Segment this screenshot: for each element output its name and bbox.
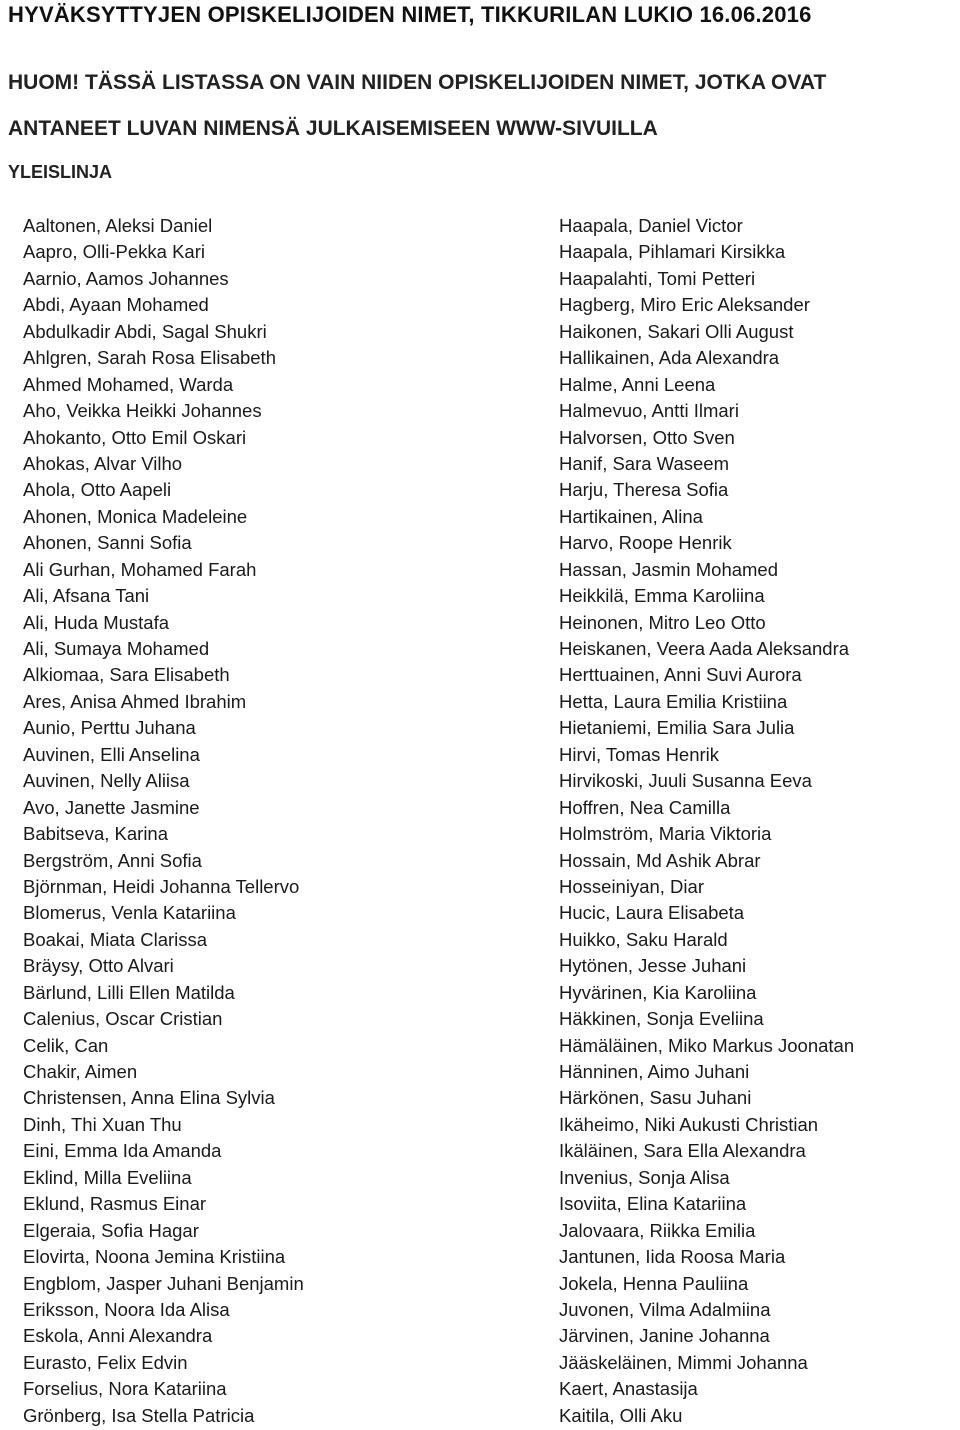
student-name: Aaltonen, Aleksi Daniel (23, 215, 213, 236)
student-name: Ahonen, Monica Madeleine (23, 505, 248, 527)
student-name: Aho, Veikka Heikki Johannes (23, 400, 262, 422)
student-name: Hyvärinen, Kia Karoliina (559, 981, 757, 1003)
student-name: Ikäläinen, Sara Ella Alexandra (559, 1140, 806, 1162)
student-name: Hallikainen, Ada Alexandra (559, 347, 780, 369)
student-name: Eriksson, Noora Ida Alisa (23, 1298, 230, 1320)
student-name: Ikäheimo, Niki Aukusti Christian (559, 1113, 819, 1135)
student-name: Haapala, Daniel Victor (559, 215, 743, 236)
student-name: Hytönen, Jesse Juhani (559, 955, 747, 977)
student-name: Hosseiniyan, Diar (559, 875, 704, 897)
student-name: Juvonen, Vilma Adalmiina (559, 1298, 771, 1320)
student-name: Ali Gurhan, Mohamed Farah (23, 558, 257, 580)
names-column-right (559, 213, 854, 1429)
student-name: Hossain, Md Ashik Abrar (559, 849, 761, 871)
student-name: Halme, Anni Leena (559, 373, 716, 395)
notice-line-1: HUOM! TÄSSÄ LISTASSA ON VAIN NIIDEN OPISKELIJOIDEN NIMET, JOTKA OVAT (8, 71, 827, 94)
document-title: HYVÄKSYTTYJEN OPISKELIJOIDEN NIMET, TIKKURILAN LUKIO 16.06.2016 (8, 2, 812, 27)
student-name: Björnman, Heidi Johanna Tellervo (23, 875, 300, 897)
student-name: Ali, Huda Mustafa (23, 611, 170, 633)
student-name: Blomerus, Venla Katariina (23, 902, 236, 924)
student-name: Kaert, Anastasija (559, 1378, 698, 1400)
student-name: Ares, Anisa Ahmed Ibrahim (23, 690, 247, 712)
student-name: Hoffren, Nea Camilla (559, 796, 731, 818)
student-name: Calenius, Oscar Cristian (23, 1008, 223, 1030)
student-name: Heinonen, Mitro Leo Otto (559, 611, 766, 633)
student-name: Ali, Afsana Tani (23, 585, 150, 607)
student-name: Aarnio, Aamos Johannes (23, 267, 229, 289)
student-name: Grönberg, Isa Stella Patricia (23, 1404, 255, 1426)
student-name: Holmström, Maria Viktoria (559, 823, 772, 845)
student-name: Hirvikoski, Juuli Susanna Eeva (559, 770, 812, 792)
student-name: Jokela, Henna Pauliina (559, 1272, 749, 1294)
student-name: Jantunen, Iida Roosa Maria (559, 1246, 786, 1268)
student-name: Abdi, Ayaan Mohamed (23, 294, 209, 316)
student-name: Ahmed Mohamed, Warda (23, 373, 234, 395)
student-name: Alkiomaa, Sara Elisabeth (23, 664, 230, 686)
student-name: Harvo, Roope Henrik (559, 532, 732, 554)
student-name: Hietaniemi, Emilia Sara Julia (559, 717, 795, 739)
student-name: Ahokanto, Otto Emil Oskari (23, 426, 247, 448)
student-name: Celik, Can (23, 1034, 109, 1056)
student-name: Ahola, Otto Aapeli (23, 479, 172, 501)
student-name: Aapro, Olli-Pekka Kari (23, 241, 205, 263)
student-name: Hetta, Laura Emilia Kristiina (559, 690, 788, 712)
student-name: Elgeraia, Sofia Hagar (23, 1219, 199, 1241)
student-name: Babitseva, Karina (23, 823, 169, 845)
student-name: Ali, Sumaya Mohamed (23, 638, 210, 659)
student-name: Huikko, Saku Harald (559, 928, 728, 950)
student-name: Härkönen, Sasu Juhani (559, 1087, 752, 1109)
student-name: Bärlund, Lilli Ellen Matilda (23, 981, 235, 1003)
student-name: Kaitila, Olli Aku (559, 1404, 683, 1426)
notice-line-2: ANTANEET LUVAN NIMENSÄ JULKAISEMISEEN WWW-SIVUILLA (8, 117, 658, 140)
student-name: Hartikainen, Alina (559, 505, 703, 527)
student-name: Jääskeläinen, Mimmi Johanna (559, 1351, 808, 1373)
student-name: Halmevuo, Antti Ilmari (559, 400, 739, 422)
notice-text (8, 60, 958, 152)
student-name: Forselius, Nora Katariina (23, 1378, 227, 1400)
student-name: Eini, Emma Ida Amanda (23, 1140, 222, 1162)
student-name: Elovirta, Noona Jemina Kristiina (23, 1246, 286, 1268)
student-name: Haikonen, Sakari Olli August (559, 320, 794, 342)
student-name: Invenius, Sonja Alisa (559, 1166, 730, 1188)
student-name: Bergström, Anni Sofia (23, 849, 202, 871)
student-name: Ahokas, Alvar Vilho (23, 452, 183, 474)
student-name: Boakai, Miata Clarissa (23, 928, 208, 950)
student-name: Eklund, Rasmus Einar (23, 1193, 207, 1215)
student-name: Isoviita, Elina Katariina (559, 1193, 747, 1215)
student-name: Dinh, Thi Xuan Thu (23, 1113, 182, 1135)
student-name: Auvinen, Nelly Aliisa (23, 770, 190, 792)
student-name: Hirvi, Tomas Henrik (559, 743, 720, 765)
student-name: Engblom, Jasper Juhani Benjamin (23, 1272, 304, 1294)
student-name: Auvinen, Elli Anselina (23, 743, 200, 765)
student-name: Häkkinen, Sonja Eveliina (559, 1008, 764, 1030)
student-name: Hämäläinen, Miko Markus Joonatan (559, 1034, 855, 1056)
section-heading: YLEISLINJA (8, 162, 113, 182)
student-name: Ahonen, Sanni Sofia (23, 532, 192, 554)
student-name: Hanif, Sara Waseem (559, 452, 729, 474)
student-name: Avo, Janette Jasmine (23, 796, 200, 818)
names-column-left (23, 213, 304, 1429)
student-name: Eurasto, Felix Edvin (23, 1351, 188, 1373)
student-name: Harju, Theresa Sofia (559, 479, 729, 501)
student-name: Ahlgren, Sarah Rosa Elisabeth (23, 347, 276, 369)
student-name: Järvinen, Janine Johanna (559, 1325, 770, 1347)
student-name: Hagberg, Miro Eric Aleksander (559, 294, 810, 316)
student-name: Haapala, Pihlamari Kirsikka (559, 241, 786, 263)
student-name: Halvorsen, Otto Sven (559, 426, 735, 448)
student-name: Haapalahti, Tomi Petteri (559, 267, 756, 289)
student-name: Eklind, Milla Eveliina (23, 1166, 192, 1188)
student-name: Herttuainen, Anni Suvi Aurora (559, 664, 802, 686)
student-name: Hänninen, Aimo Juhani (559, 1061, 750, 1082)
student-name: Eskola, Anni Alexandra (23, 1325, 213, 1347)
student-name: Heiskanen, Veera Aada Aleksandra (559, 638, 850, 659)
student-name: Christensen, Anna Elina Sylvia (23, 1087, 275, 1109)
student-name: Abdulkadir Abdi, Sagal Shukri (23, 320, 267, 342)
student-name: Hucic, Laura Elisabeta (559, 902, 745, 924)
student-name: Bräysy, Otto Alvari (23, 955, 174, 977)
student-name: Aunio, Perttu Juhana (23, 717, 196, 739)
student-name: Jalovaara, Riikka Emilia (559, 1219, 756, 1241)
student-name: Hassan, Jasmin Mohamed (559, 558, 779, 580)
student-name: Chakir, Aimen (23, 1061, 138, 1082)
student-name: Heikkilä, Emma Karoliina (559, 585, 765, 607)
